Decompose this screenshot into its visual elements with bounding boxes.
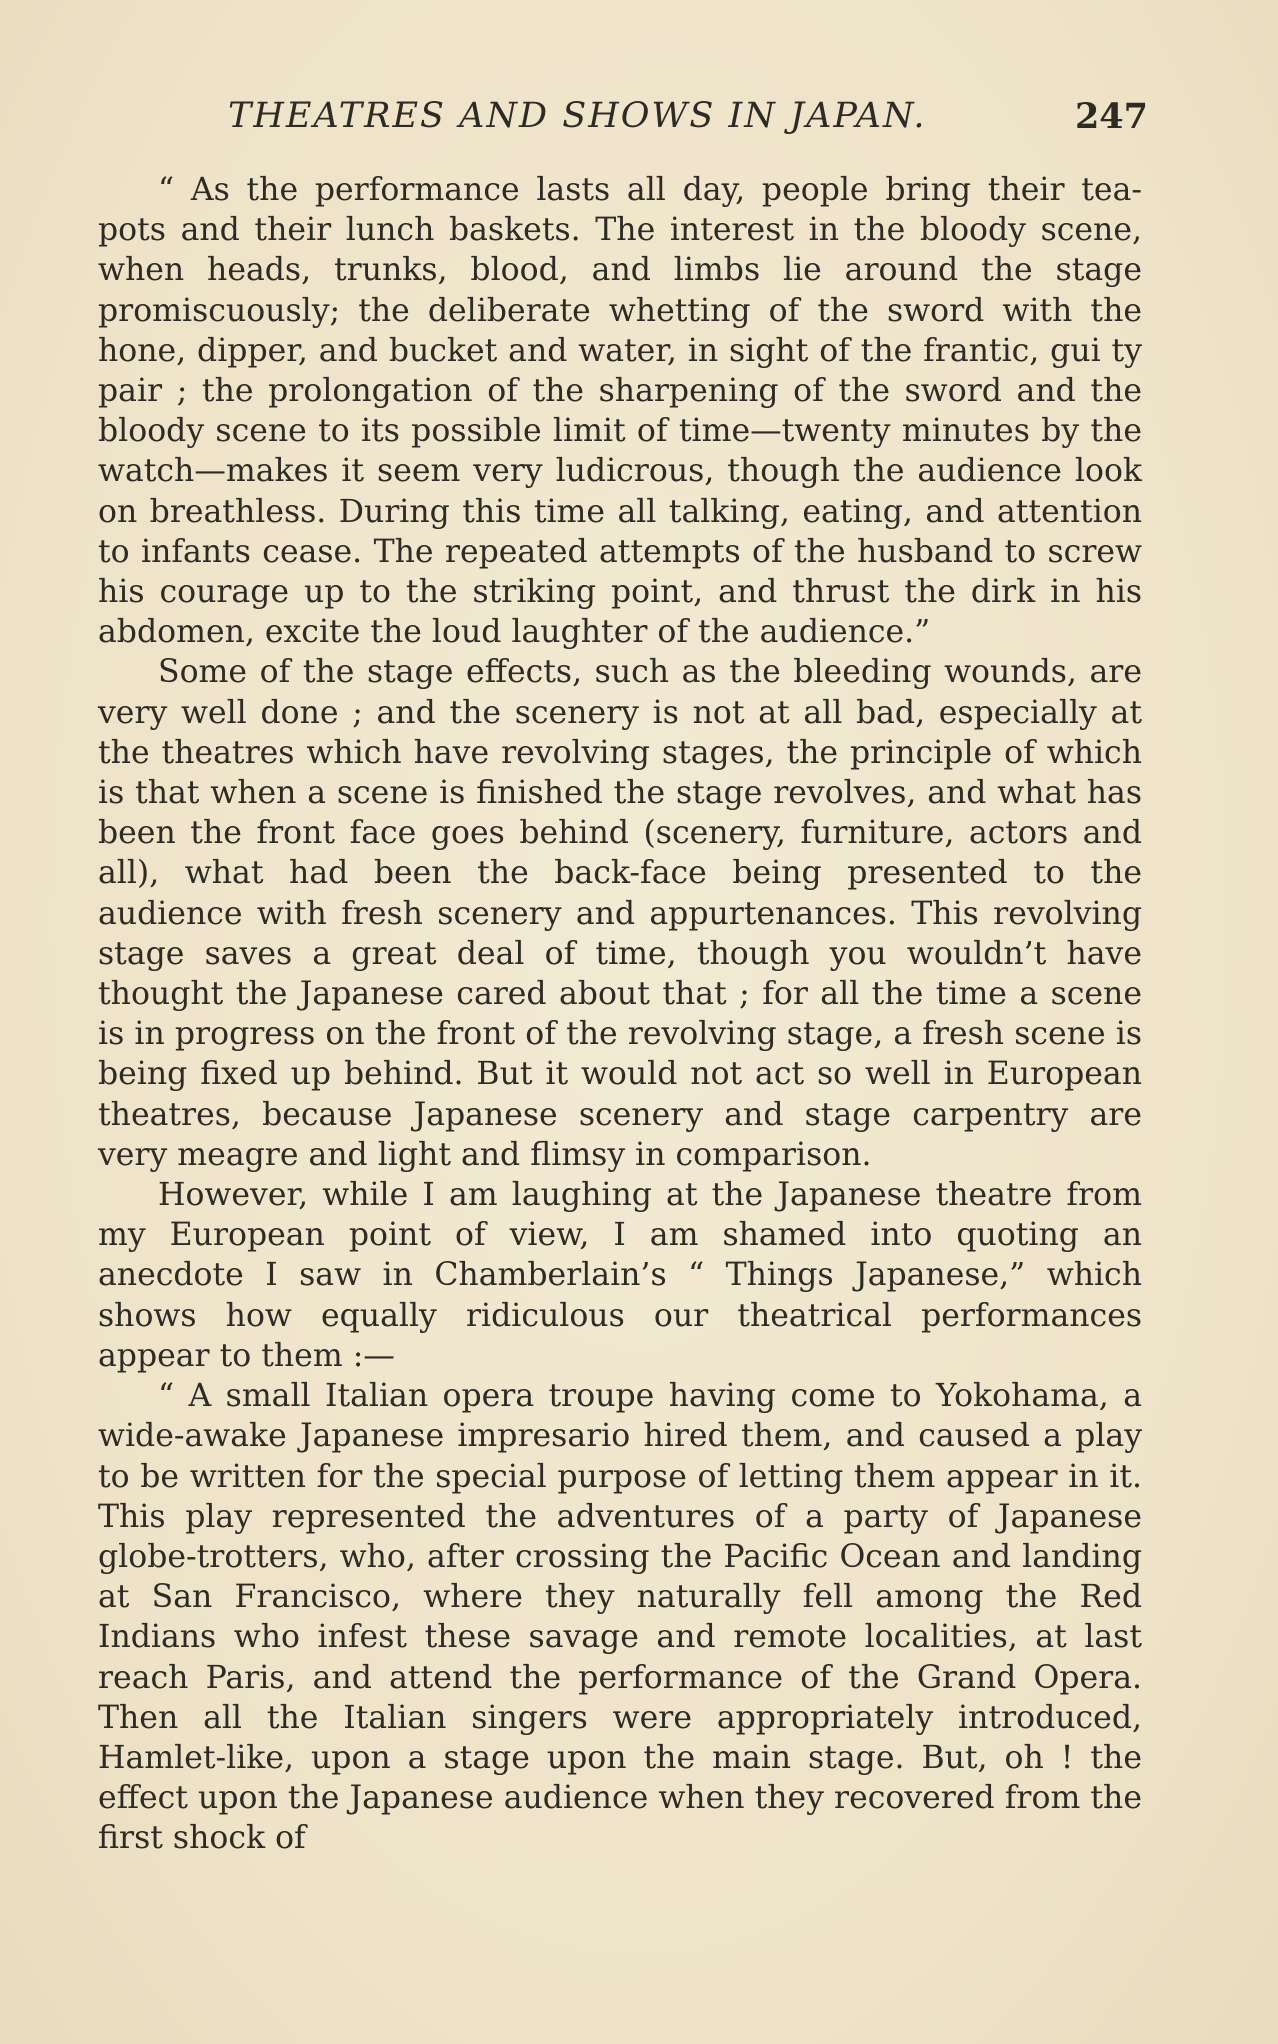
running-title: THEATRES AND SHOWS IN JAPAN. [228, 96, 927, 136]
paragraph-stage-effects: Some of the stage effects, such as the bleeding wounds, are very well done ; and the scenery is not at all bad, especially at the theatres which have revolving stages, the principle of which is that when a scene is finished the stage revolves, and what has been the front face goes behind (scenery, furniture, actors and all), what had been the back-face being presented to the audience with fresh scenery and appurtenances. This revolving stage saves a great deal of time, though you wouldn’t have thought the Japanese cared about that ; for all the time a scene is in progress on the front of the revolving stage, a fresh scene is being fixed up behind. But it would not act so well in European theatres, because Japanese scenery and stage carpentry are very meagre and light and flimsy in comparison. [98, 654, 1142, 1173]
paragraph-quote-performance: “ As the performance lasts all day, people bring their tea-pots and their lunch baskets. The interest in the bloody scene, when heads, trunks, blood, and limbs lie around the stage promiscuously; the deliberate whetting of the sword with the hone, dipper, and bucket and water, in sight of the frantic, gui ty pair ; the prolongation of the sharpening of the sword and the bloody scene to its possible limit of time—twenty minutes by the watch—makes it seem very ludicrous, though the audience look on breathless. During this time all talking, eating, and attention to infants cease. The repeated attempts of the husband to screw his courage up to the striking point, and thrust the dirk in his abdomen, excite the loud laughter of the audience.” [98, 172, 1142, 651]
page-header [98, 96, 1148, 144]
paragraph-chamberlain: However, while I am laughing at the Japanese theatre from my European point of view, I am shamed into quoting an anecdote I saw in Chamberlain’s “ Things Japanese,” which shows how equally ridiculous our theatrical performances appear to them :— [98, 1177, 1142, 1374]
body-text [98, 170, 1142, 1859]
page-number: 247 [1074, 96, 1148, 137]
paragraph-opera-anecdote: “ A small Italian opera troupe having come to Yokohama, a wide-awake Japanese impresario hired them, and caused a play to be written for the special purpose of letting them appear in it. This play represented the adventures of a party of Japanese globe-trotters, who, after crossing the Pacific Ocean and landing at San Francisco, where they naturally fell among the Red Indians who infest these savage and remote localities, at last reach Paris, and attend the performance of the Grand Opera. Then all the Italian singers were appropriately introduced, Hamlet-like, upon a stage upon the main stage. But, oh ! the effect upon the Japanese audience when they recovered from the first shock of [98, 1378, 1142, 1857]
